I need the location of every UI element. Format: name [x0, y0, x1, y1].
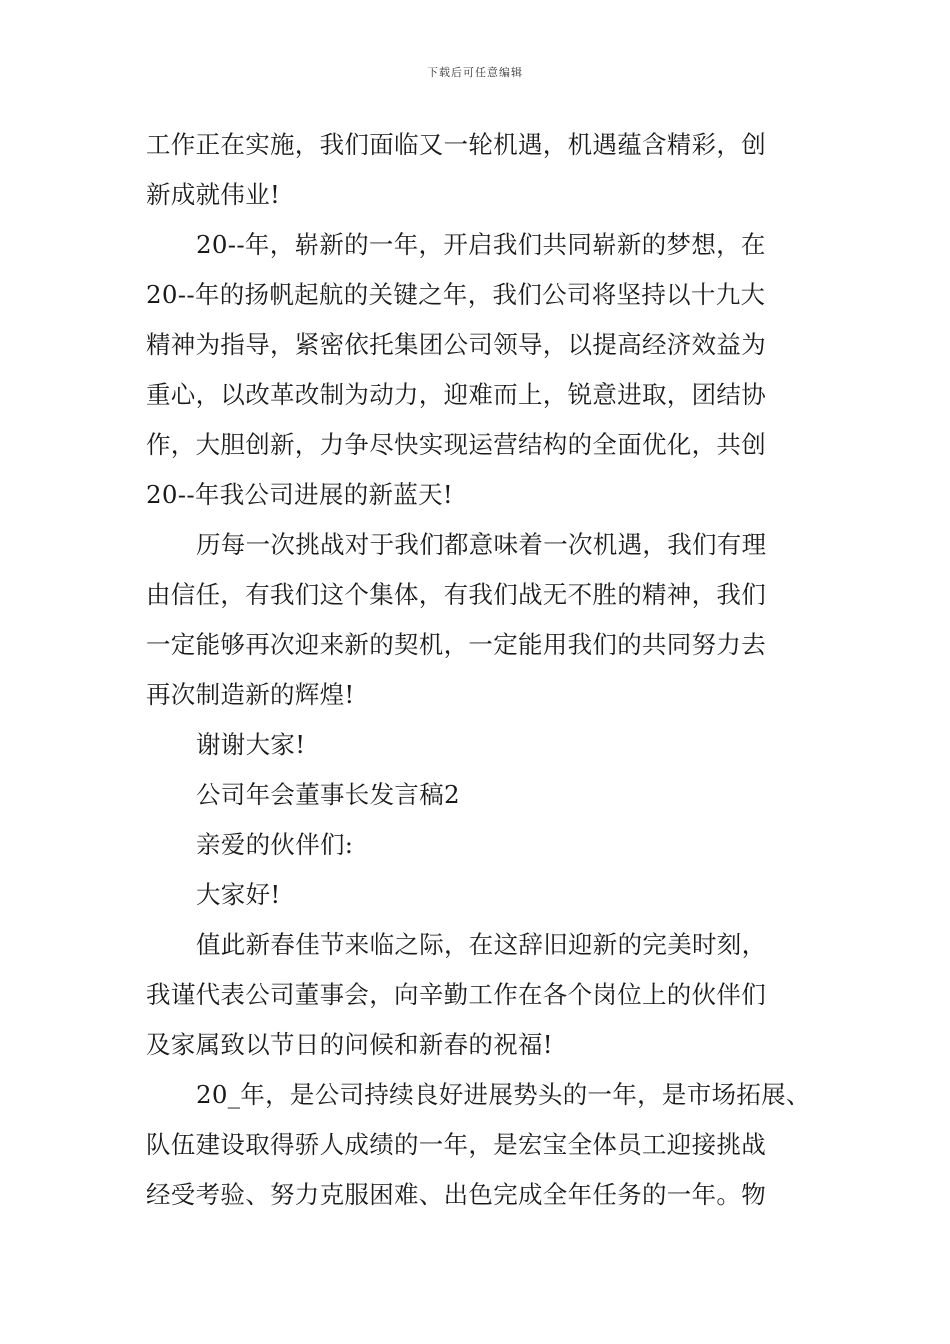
text-line: 由信任，有我们这个集体，有我们战无不胜的精神，我们 — [146, 580, 766, 609]
paragraph-start-line: 历每一次挑战对于我们都意味着一次机遇，我们有理 — [196, 530, 767, 559]
paragraph-start-line: 20--年，崭新的一年，开启我们共同崭新的梦想，在 — [196, 230, 766, 259]
closing-line: 谢谢大家! — [196, 730, 306, 759]
text-line: 我谨代表公司董事会，向辛勤工作在各个岗位上的伙伴们 — [146, 980, 766, 1009]
page-header-note: 下载后可任意编辑 — [427, 66, 523, 79]
greeting-line: 大家好! — [196, 880, 281, 909]
text-line: 一定能够再次迎来新的契机，一定能用我们的共同努力去 — [146, 630, 766, 659]
text-line: 工作正在实施，我们面临又一轮机遇，机遇蕴含精彩，创 — [146, 130, 766, 159]
document-body — [146, 120, 816, 1220]
text-line: 重心，以改革改制为动力，迎难而上，锐意进取，团结协 — [146, 380, 766, 409]
text-line: 及家属致以节日的问候和新春的祝福! — [146, 1030, 553, 1059]
text-line: 再次制造新的辉煌! — [146, 680, 355, 709]
text-line: 作，大胆创新，力争尽快实现运营结构的全面优化，共创 — [146, 430, 766, 459]
paragraph-start-line: 值此新春佳节来临之际，在这辞旧迎新的完美时刻， — [196, 930, 767, 959]
section-title: 公司年会董事长发言稿2 — [196, 780, 460, 809]
paragraph-start-line: 20_年，是公司持续良好进展势头的一年，是市场拓展、 — [196, 1080, 811, 1109]
text-line: 队伍建设取得骄人成绩的一年，是宏宝全体员工迎接挑战 — [146, 1130, 766, 1159]
text-line: 经受考验、努力克服困难、出色完成全年任务的一年。物 — [146, 1180, 766, 1209]
salutation-line: 亲爱的伙伴们: — [196, 830, 354, 859]
text-line: 精神为指导，紧密依托集团公司领导，以提高经济效益为 — [146, 330, 766, 359]
text-line: 20--年我公司进展的新蓝天! — [146, 480, 454, 509]
text-line: 20--年的扬帆起航的关键之年，我们公司将坚持以十九大 — [146, 280, 766, 309]
text-line: 新成就伟业! — [146, 180, 281, 209]
